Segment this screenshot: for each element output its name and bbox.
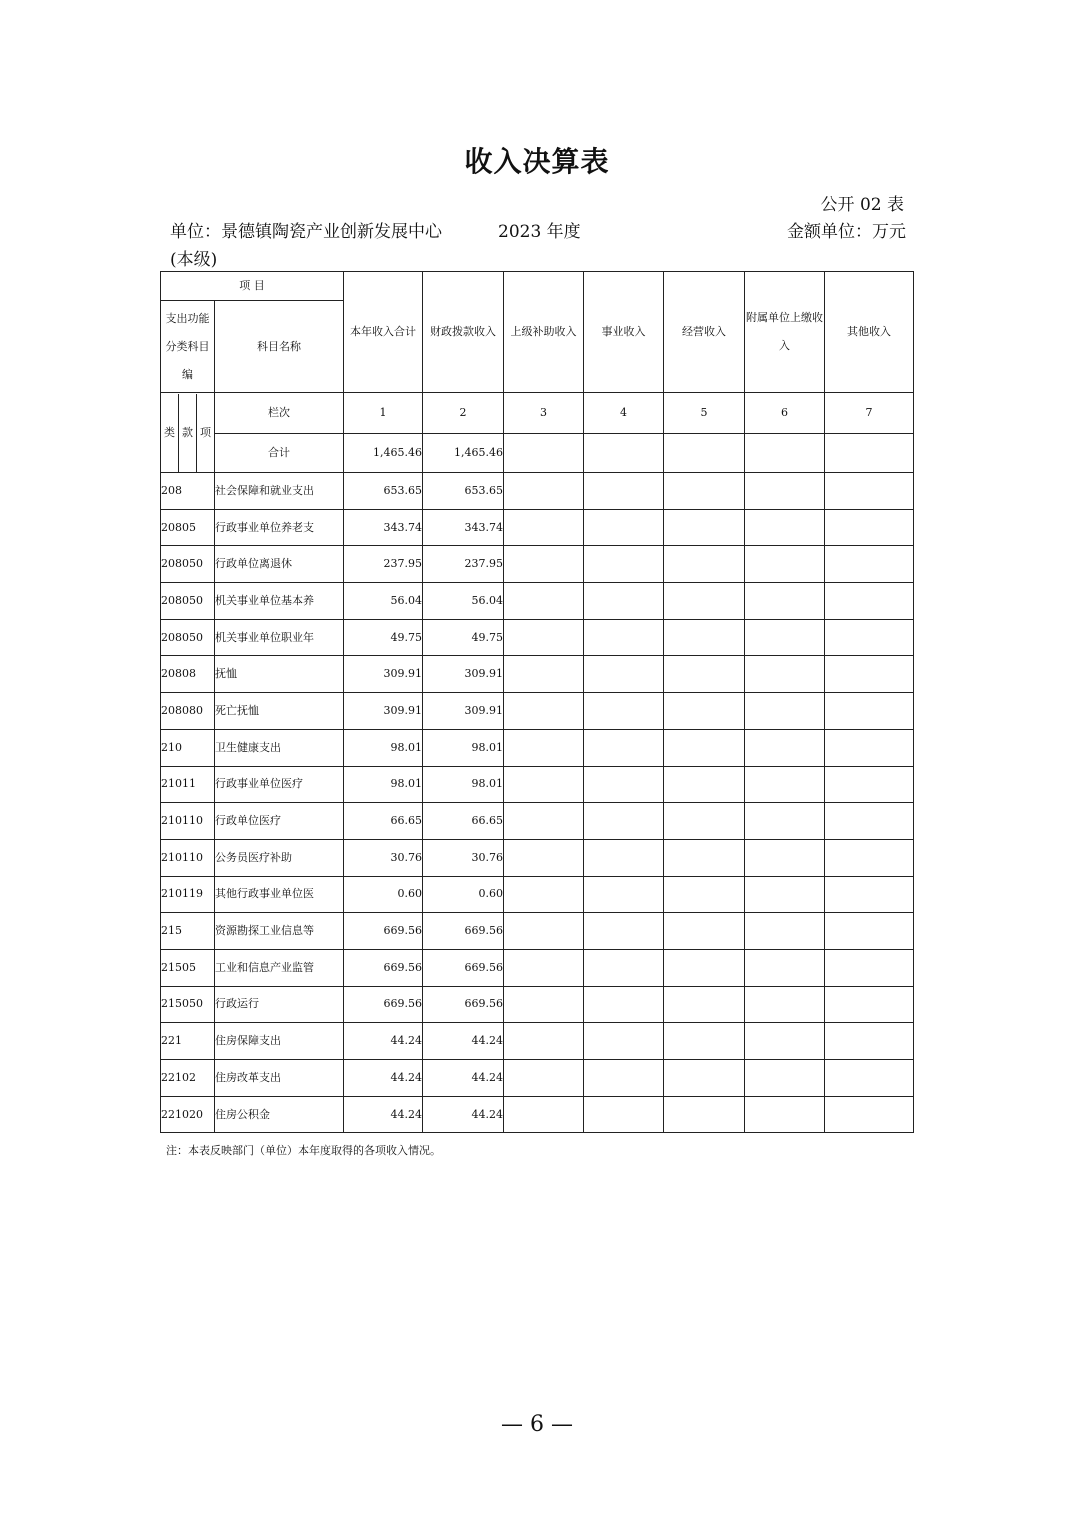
row-total: 343.74 bbox=[344, 509, 423, 546]
table-row bbox=[161, 803, 914, 840]
row-name: 死亡抚恤 bbox=[215, 693, 344, 730]
row-code: 210110 bbox=[161, 803, 215, 840]
row-empty-cell bbox=[584, 913, 664, 950]
row-empty-cell bbox=[745, 473, 825, 510]
row-empty-cell bbox=[504, 803, 584, 840]
income-table bbox=[160, 271, 914, 1133]
row-name: 卫生健康支出 bbox=[215, 729, 344, 766]
row-total: 653.65 bbox=[344, 473, 423, 510]
column-index-5: 5 bbox=[664, 393, 745, 434]
row-fiscal: 66.65 bbox=[423, 803, 504, 840]
row-empty-cell bbox=[745, 693, 825, 730]
total-label: 合计 bbox=[215, 434, 344, 473]
row-empty-cell bbox=[745, 656, 825, 693]
row-empty-cell bbox=[745, 913, 825, 950]
row-name: 住房保障支出 bbox=[215, 1023, 344, 1060]
income-table-wrap bbox=[160, 271, 914, 1133]
row-empty-cell bbox=[584, 1023, 664, 1060]
row-total: 309.91 bbox=[344, 656, 423, 693]
row-empty-cell bbox=[745, 876, 825, 913]
row-empty-cell bbox=[825, 1060, 914, 1097]
row-empty-cell bbox=[825, 876, 914, 913]
year-label: 2023 年度 bbox=[498, 222, 581, 242]
column-index-2: 2 bbox=[423, 393, 504, 434]
row-empty-cell bbox=[825, 546, 914, 583]
row-name: 资源勘探工业信息等 bbox=[215, 913, 344, 950]
row-empty-cell bbox=[825, 729, 914, 766]
row-fiscal: 44.24 bbox=[423, 1023, 504, 1060]
row-total: 669.56 bbox=[344, 986, 423, 1023]
form-code: 公开 02 表 bbox=[820, 195, 904, 215]
header-col-6: 附属单位上缴收入 bbox=[745, 272, 825, 393]
row-empty-cell bbox=[664, 619, 745, 656]
row-code: 20808 bbox=[161, 656, 215, 693]
row-empty-cell bbox=[504, 693, 584, 730]
row-name: 住房公积金 bbox=[215, 1096, 344, 1133]
column-index-label: 栏次 bbox=[215, 393, 344, 434]
row-empty-cell bbox=[664, 986, 745, 1023]
table-row bbox=[161, 913, 914, 950]
row-total: 309.91 bbox=[344, 693, 423, 730]
row-name: 机关事业单位基本养 bbox=[215, 583, 344, 620]
row-code: 215050 bbox=[161, 986, 215, 1023]
row-empty-cell bbox=[664, 1060, 745, 1097]
row-name: 行政单位医疗 bbox=[215, 803, 344, 840]
page-title: 收入决算表 bbox=[464, 145, 610, 178]
row-total: 44.24 bbox=[344, 1096, 423, 1133]
row-empty-cell bbox=[745, 803, 825, 840]
table-row bbox=[161, 876, 914, 913]
row-empty-cell bbox=[745, 1060, 825, 1097]
row-empty-cell bbox=[504, 913, 584, 950]
row-code: 221 bbox=[161, 1023, 215, 1060]
header-col-3: 上级补助收入 bbox=[504, 272, 584, 393]
header-col-5: 经营收入 bbox=[664, 272, 745, 393]
row-empty-cell bbox=[745, 1023, 825, 1060]
row-empty-cell bbox=[504, 473, 584, 510]
table-row bbox=[161, 729, 914, 766]
row-empty-cell bbox=[745, 949, 825, 986]
row-total: 0.60 bbox=[344, 876, 423, 913]
row-empty-cell bbox=[664, 546, 745, 583]
header-lei: 类 bbox=[161, 394, 179, 472]
row-code: 215 bbox=[161, 913, 215, 950]
header-col-4: 事业收入 bbox=[584, 272, 664, 393]
row-fiscal: 98.01 bbox=[423, 766, 504, 803]
row-empty-cell bbox=[504, 1060, 584, 1097]
row-empty-cell bbox=[664, 766, 745, 803]
row-empty-cell bbox=[504, 986, 584, 1023]
header-item: 项 目 bbox=[161, 272, 344, 301]
row-name: 行政事业单位养老支 bbox=[215, 509, 344, 546]
row-code: 221020 bbox=[161, 1096, 215, 1133]
table-row bbox=[161, 693, 914, 730]
row-total: 44.24 bbox=[344, 1060, 423, 1097]
table-row bbox=[161, 986, 914, 1023]
row-empty-cell bbox=[664, 583, 745, 620]
table-row bbox=[161, 1023, 914, 1060]
row-empty-cell bbox=[504, 546, 584, 583]
table-row bbox=[161, 949, 914, 986]
header-kuan: 款 bbox=[179, 394, 197, 472]
row-empty-cell bbox=[584, 473, 664, 510]
row-empty-cell bbox=[504, 619, 584, 656]
unit-label: 单位：景德镇陶瓷产业创新发展中心(本级) bbox=[170, 222, 442, 270]
header-col-1: 本年收入合计 bbox=[344, 272, 423, 393]
row-empty-cell bbox=[825, 1096, 914, 1133]
row-empty-cell bbox=[745, 583, 825, 620]
row-empty-cell bbox=[504, 876, 584, 913]
row-code: 210 bbox=[161, 729, 215, 766]
row-empty-cell bbox=[504, 583, 584, 620]
row-total: 44.24 bbox=[344, 1023, 423, 1060]
header-col-2: 财政拨款收入 bbox=[423, 272, 504, 393]
row-total: 30.76 bbox=[344, 839, 423, 876]
row-empty-cell bbox=[745, 766, 825, 803]
total-amount: 1,465.46 bbox=[344, 434, 423, 473]
row-empty-cell bbox=[745, 729, 825, 766]
row-empty-cell bbox=[584, 876, 664, 913]
row-fiscal: 30.76 bbox=[423, 839, 504, 876]
row-empty-cell bbox=[584, 839, 664, 876]
row-empty-cell bbox=[664, 1096, 745, 1133]
row-fiscal: 343.74 bbox=[423, 509, 504, 546]
row-empty-cell bbox=[825, 949, 914, 986]
row-empty-cell bbox=[825, 693, 914, 730]
column-index-4: 4 bbox=[584, 393, 664, 434]
row-empty-cell bbox=[825, 839, 914, 876]
row-code: 208050 bbox=[161, 619, 215, 656]
total-cell-7 bbox=[825, 434, 914, 473]
table-row bbox=[161, 839, 914, 876]
row-empty-cell bbox=[825, 509, 914, 546]
row-empty-cell bbox=[664, 656, 745, 693]
row-total: 237.95 bbox=[344, 546, 423, 583]
table-row bbox=[161, 619, 914, 656]
column-index-7: 7 bbox=[825, 393, 914, 434]
row-code: 21505 bbox=[161, 949, 215, 986]
column-index-1: 1 bbox=[344, 393, 423, 434]
row-empty-cell bbox=[584, 949, 664, 986]
row-code: 22102 bbox=[161, 1060, 215, 1097]
row-empty-cell bbox=[584, 693, 664, 730]
row-code: 20805 bbox=[161, 509, 215, 546]
page-number: — 6 — bbox=[501, 1412, 573, 1437]
header-lei-kuan-xiang bbox=[161, 393, 215, 473]
row-empty-cell bbox=[504, 949, 584, 986]
row-empty-cell bbox=[504, 509, 584, 546]
row-empty-cell bbox=[825, 803, 914, 840]
row-empty-cell bbox=[745, 986, 825, 1023]
row-empty-cell bbox=[584, 986, 664, 1023]
row-code: 210119 bbox=[161, 876, 215, 913]
total-fiscal: 1,465.46 bbox=[423, 434, 504, 473]
row-empty-cell bbox=[664, 693, 745, 730]
row-name: 抚恤 bbox=[215, 656, 344, 693]
table-row bbox=[161, 1060, 914, 1097]
table-row bbox=[161, 583, 914, 620]
row-code: 208 bbox=[161, 473, 215, 510]
row-empty-cell bbox=[504, 839, 584, 876]
row-total: 98.01 bbox=[344, 766, 423, 803]
row-empty-cell bbox=[504, 766, 584, 803]
row-empty-cell bbox=[504, 1023, 584, 1060]
table-row bbox=[161, 766, 914, 803]
row-empty-cell bbox=[584, 656, 664, 693]
row-name: 行政运行 bbox=[215, 986, 344, 1023]
row-name: 公务员医疗补助 bbox=[215, 839, 344, 876]
row-fiscal: 669.56 bbox=[423, 913, 504, 950]
row-name: 住房改革支出 bbox=[215, 1060, 344, 1097]
row-empty-cell bbox=[664, 913, 745, 950]
row-fiscal: 44.24 bbox=[423, 1096, 504, 1133]
row-empty-cell bbox=[504, 656, 584, 693]
row-empty-cell bbox=[825, 473, 914, 510]
row-fiscal: 56.04 bbox=[423, 583, 504, 620]
row-code: 208080 bbox=[161, 693, 215, 730]
table-row bbox=[161, 1096, 914, 1133]
row-fiscal: 0.60 bbox=[423, 876, 504, 913]
row-fiscal: 44.24 bbox=[423, 1060, 504, 1097]
row-empty-cell bbox=[584, 1060, 664, 1097]
column-index-6: 6 bbox=[745, 393, 825, 434]
row-empty-cell bbox=[745, 619, 825, 656]
row-fiscal: 653.65 bbox=[423, 473, 504, 510]
row-name: 社会保障和就业支出 bbox=[215, 473, 344, 510]
table-row bbox=[161, 656, 914, 693]
table-row bbox=[161, 546, 914, 583]
row-fiscal: 237.95 bbox=[423, 546, 504, 583]
row-empty-cell bbox=[584, 766, 664, 803]
row-empty-cell bbox=[825, 913, 914, 950]
total-cell-6 bbox=[745, 434, 825, 473]
row-empty-cell bbox=[504, 729, 584, 766]
row-name: 行政事业单位医疗 bbox=[215, 766, 344, 803]
table-note: 注：本表反映部门（单位）本年度取得的各项收入情况。 bbox=[166, 1144, 441, 1157]
row-empty-cell bbox=[825, 656, 914, 693]
row-fiscal: 98.01 bbox=[423, 729, 504, 766]
row-name: 行政单位离退休 bbox=[215, 546, 344, 583]
column-index-3: 3 bbox=[504, 393, 584, 434]
row-empty-cell bbox=[745, 839, 825, 876]
row-empty-cell bbox=[584, 546, 664, 583]
amount-unit-label: 金额单位：万元 bbox=[787, 222, 906, 242]
row-total: 56.04 bbox=[344, 583, 423, 620]
row-total: 669.56 bbox=[344, 949, 423, 986]
row-empty-cell bbox=[584, 509, 664, 546]
row-fiscal: 49.75 bbox=[423, 619, 504, 656]
row-name: 工业和信息产业监管 bbox=[215, 949, 344, 986]
row-empty-cell bbox=[825, 1023, 914, 1060]
row-total: 669.56 bbox=[344, 913, 423, 950]
row-empty-cell bbox=[584, 729, 664, 766]
table-row bbox=[161, 473, 914, 510]
row-empty-cell bbox=[745, 546, 825, 583]
table-row bbox=[161, 509, 914, 546]
row-empty-cell bbox=[584, 619, 664, 656]
row-empty-cell bbox=[825, 766, 914, 803]
row-empty-cell bbox=[664, 509, 745, 546]
row-empty-cell bbox=[825, 986, 914, 1023]
row-empty-cell bbox=[504, 1096, 584, 1133]
row-empty-cell bbox=[584, 803, 664, 840]
row-empty-cell bbox=[664, 876, 745, 913]
row-code: 208050 bbox=[161, 546, 215, 583]
row-empty-cell bbox=[664, 473, 745, 510]
row-empty-cell bbox=[584, 583, 664, 620]
row-empty-cell bbox=[664, 1023, 745, 1060]
row-empty-cell bbox=[745, 1096, 825, 1133]
row-total: 98.01 bbox=[344, 729, 423, 766]
row-code: 210110 bbox=[161, 839, 215, 876]
total-cell-3 bbox=[504, 434, 584, 473]
row-total: 49.75 bbox=[344, 619, 423, 656]
row-name: 机关事业单位职业年 bbox=[215, 619, 344, 656]
total-cell-5 bbox=[664, 434, 745, 473]
row-fiscal: 669.56 bbox=[423, 949, 504, 986]
row-total: 66.65 bbox=[344, 803, 423, 840]
row-fiscal: 309.91 bbox=[423, 656, 504, 693]
total-cell-4 bbox=[584, 434, 664, 473]
header-xiang: 项 bbox=[200, 425, 211, 439]
row-empty-cell bbox=[664, 949, 745, 986]
header-func-code: 支出功能分类科目编 bbox=[161, 301, 215, 393]
row-empty-cell bbox=[584, 1096, 664, 1133]
header-col-7: 其他收入 bbox=[825, 272, 914, 393]
header-subject-name: 科目名称 bbox=[215, 301, 344, 393]
row-code: 21011 bbox=[161, 766, 215, 803]
row-empty-cell bbox=[825, 583, 914, 620]
row-fiscal: 669.56 bbox=[423, 986, 504, 1023]
row-name: 其他行政事业单位医 bbox=[215, 876, 344, 913]
row-fiscal: 309.91 bbox=[423, 693, 504, 730]
row-empty-cell bbox=[664, 839, 745, 876]
row-empty-cell bbox=[825, 619, 914, 656]
row-code: 208050 bbox=[161, 583, 215, 620]
row-empty-cell bbox=[664, 803, 745, 840]
row-empty-cell bbox=[664, 729, 745, 766]
row-empty-cell bbox=[745, 509, 825, 546]
